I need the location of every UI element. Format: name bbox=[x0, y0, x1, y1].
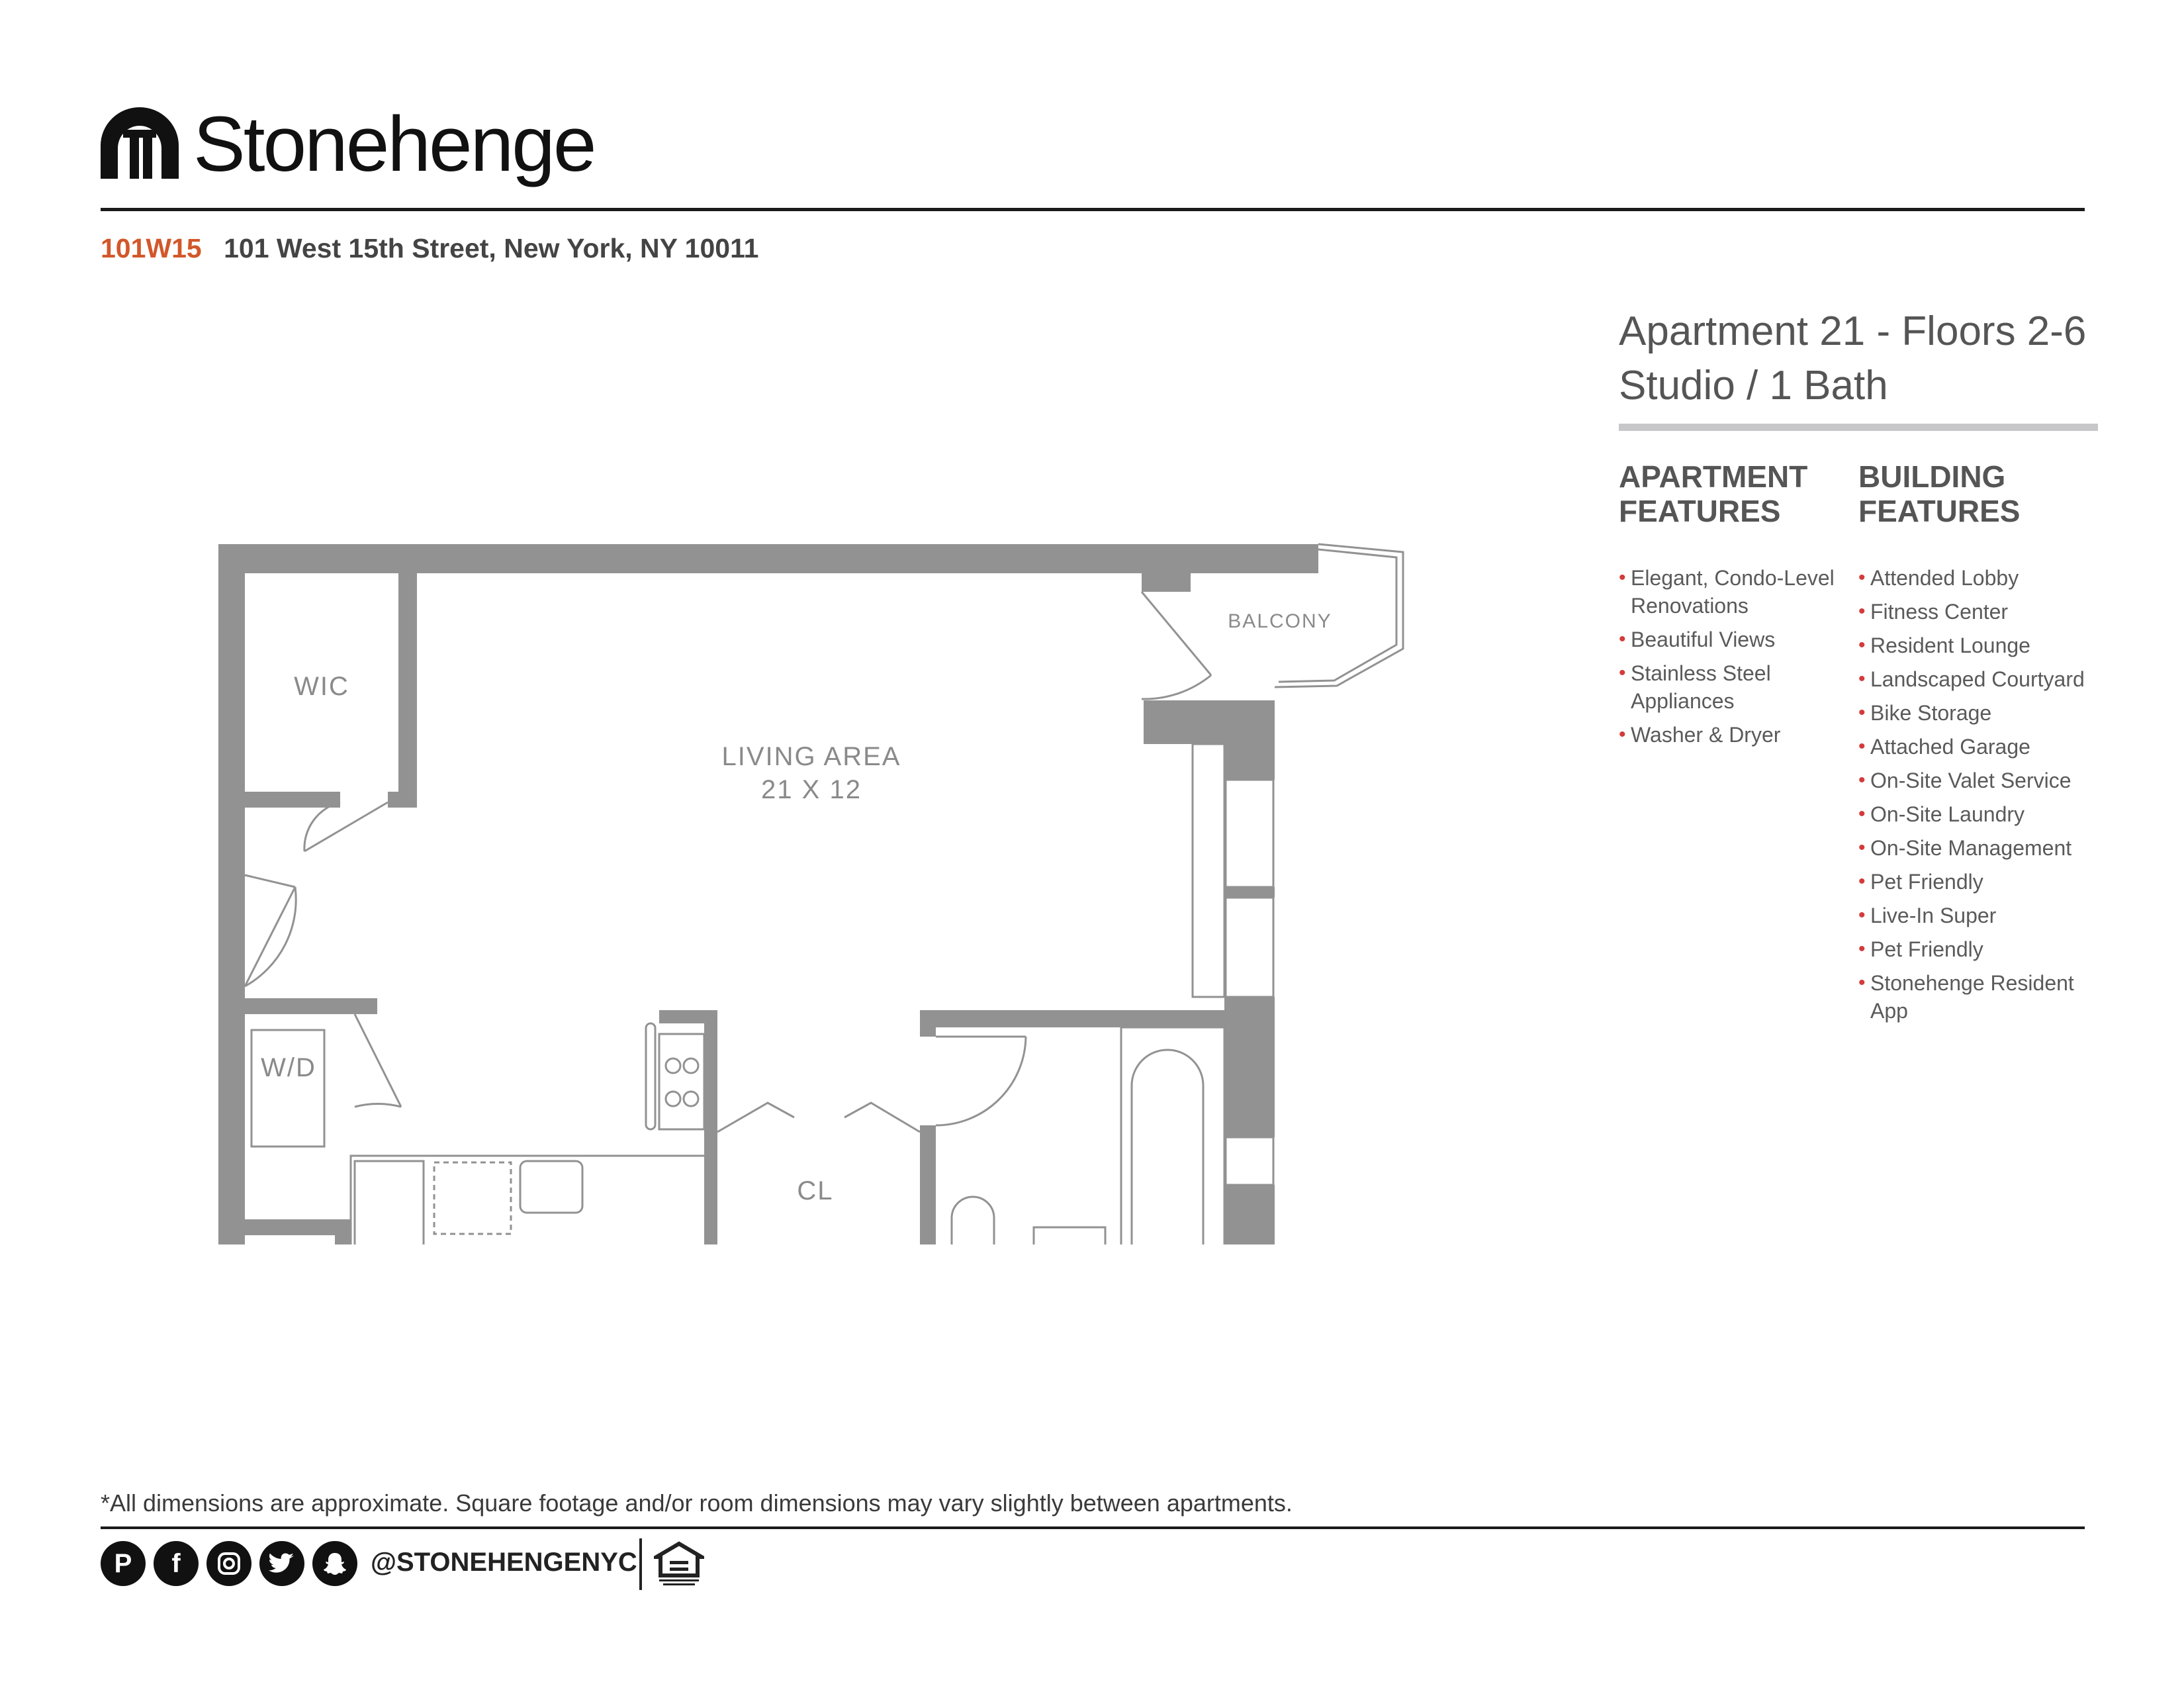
feature-text: Pet Friendly bbox=[1870, 937, 1983, 961]
list-item bbox=[1858, 868, 2097, 896]
walls bbox=[218, 544, 1318, 1244]
feature-text: Resident Lounge bbox=[1870, 633, 2030, 657]
bullet-icon: • bbox=[1858, 567, 1866, 588]
bullet-icon: • bbox=[1858, 904, 1866, 926]
feature-text: Bike Storage bbox=[1870, 701, 1992, 725]
bullet-icon: • bbox=[1858, 735, 1866, 757]
feature-text: Beautiful Views bbox=[1631, 628, 1776, 651]
feature-text: Landscaped Courtyard bbox=[1870, 667, 2085, 691]
list-item bbox=[1619, 626, 1850, 653]
feature-text: On-Site Valet Service bbox=[1870, 769, 2071, 792]
bullet-icon: • bbox=[1858, 600, 1866, 622]
list-item bbox=[1858, 733, 2097, 761]
room-label-living-area: LIVING AREA bbox=[721, 742, 901, 771]
apartment-name: Apartment 21 - Floors 2-6 bbox=[1619, 308, 2087, 354]
list-item bbox=[1858, 935, 2097, 963]
apartment-features-heading bbox=[1619, 459, 1844, 528]
list-item bbox=[1858, 834, 2097, 862]
room-label-balcony: BALCONY bbox=[1228, 610, 1332, 632]
heading-line: FEATURES bbox=[1858, 494, 2021, 528]
bullet-icon: • bbox=[1619, 567, 1626, 588]
bullet-icon: • bbox=[1858, 938, 1866, 960]
feature-text: Stainless Steel Appliances bbox=[1631, 661, 1771, 713]
building-features-heading bbox=[1858, 459, 2083, 528]
address-line bbox=[101, 233, 758, 264]
list-item bbox=[1858, 767, 2097, 794]
twitter-icon[interactable] bbox=[259, 1541, 304, 1586]
instagram-glyph bbox=[216, 1550, 242, 1577]
heading-line: APARTMENT bbox=[1619, 459, 1808, 494]
feature-text: Stonehenge Resident App bbox=[1870, 971, 2074, 1023]
list-item bbox=[1619, 659, 1850, 715]
bullet-icon: • bbox=[1858, 803, 1866, 825]
disclaimer-text: *All dimensions are approximate. Square footage and/or room dimensions may vary slightly between apartments. bbox=[101, 1489, 1293, 1517]
list-item bbox=[1858, 969, 2097, 1025]
list-item bbox=[1858, 902, 2097, 929]
apartment-features-list bbox=[1619, 564, 1850, 755]
snapchat-icon[interactable] bbox=[312, 1541, 357, 1586]
apartment-title bbox=[1619, 305, 2086, 413]
room-label-closet: CL bbox=[797, 1176, 834, 1205]
street-address: 101 West 15th Street, New York, NY 10011 bbox=[224, 233, 759, 263]
brand-logo bbox=[101, 99, 604, 199]
bullet-icon: • bbox=[1619, 628, 1626, 650]
room-label-wic: WIC bbox=[294, 672, 349, 701]
apartment-divider bbox=[1619, 424, 2098, 431]
header-divider bbox=[101, 208, 2085, 211]
brand-name: Stonehenge bbox=[193, 101, 595, 188]
building-code: 101W15 bbox=[101, 233, 202, 263]
feature-text: Washer & Dryer bbox=[1631, 723, 1781, 747]
list-item bbox=[1858, 800, 2097, 828]
footer-divider bbox=[101, 1526, 2085, 1529]
twitter-glyph bbox=[269, 1552, 295, 1575]
list-item bbox=[1858, 564, 2097, 592]
snapchat-glyph bbox=[322, 1551, 347, 1576]
facebook-icon[interactable]: f bbox=[154, 1541, 199, 1586]
heading-line: FEATURES bbox=[1619, 494, 1781, 528]
list-item bbox=[1619, 564, 1850, 620]
pinterest-icon[interactable]: P bbox=[101, 1541, 146, 1586]
feature-text: On-Site Laundry bbox=[1870, 802, 2025, 826]
fixtures bbox=[251, 1023, 1224, 1244]
apartment-type: Studio / 1 Bath bbox=[1619, 363, 1888, 408]
bullet-icon: • bbox=[1858, 769, 1866, 791]
list-item bbox=[1858, 598, 2097, 626]
bullet-icon: • bbox=[1858, 668, 1866, 690]
list-item bbox=[1858, 665, 2097, 693]
list-item bbox=[1858, 699, 2097, 727]
room-label-living-dims: 21 X 12 bbox=[761, 775, 862, 804]
social-row bbox=[101, 1541, 762, 1594]
list-item bbox=[1858, 632, 2097, 659]
feature-text: Fitness Center bbox=[1870, 600, 2009, 624]
feature-text: Attended Lobby bbox=[1870, 566, 2019, 590]
bullet-icon: • bbox=[1858, 702, 1866, 724]
feature-text: Elegant, Condo-Level Renovations bbox=[1631, 566, 1835, 618]
bullet-icon: • bbox=[1619, 662, 1626, 684]
feature-text: Live-In Super bbox=[1870, 904, 1997, 927]
heading-line: BUILDING bbox=[1858, 459, 2006, 494]
bullet-icon: • bbox=[1619, 724, 1626, 745]
feature-text: Attached Garage bbox=[1870, 735, 2030, 759]
footer-vertical-divider bbox=[639, 1538, 642, 1590]
door-swings bbox=[245, 592, 1211, 1132]
bullet-icon: • bbox=[1858, 972, 1866, 994]
room-label-wd: W/D bbox=[261, 1053, 316, 1082]
bullet-icon: • bbox=[1858, 634, 1866, 656]
instagram-icon[interactable] bbox=[206, 1541, 251, 1586]
bullet-icon: • bbox=[1858, 870, 1866, 892]
floor-plan bbox=[199, 530, 1456, 1244]
feature-text: Pet Friendly bbox=[1870, 870, 1983, 894]
feature-text: On-Site Management bbox=[1870, 836, 2072, 860]
building-features-list bbox=[1858, 564, 2097, 1031]
stonehenge-logo-icon bbox=[101, 107, 179, 179]
equal-housing-opportunity-icon bbox=[654, 1541, 704, 1587]
social-handle[interactable]: @STONEHENGENYC bbox=[371, 1548, 637, 1577]
list-item bbox=[1619, 721, 1850, 749]
bullet-icon: • bbox=[1858, 837, 1866, 859]
